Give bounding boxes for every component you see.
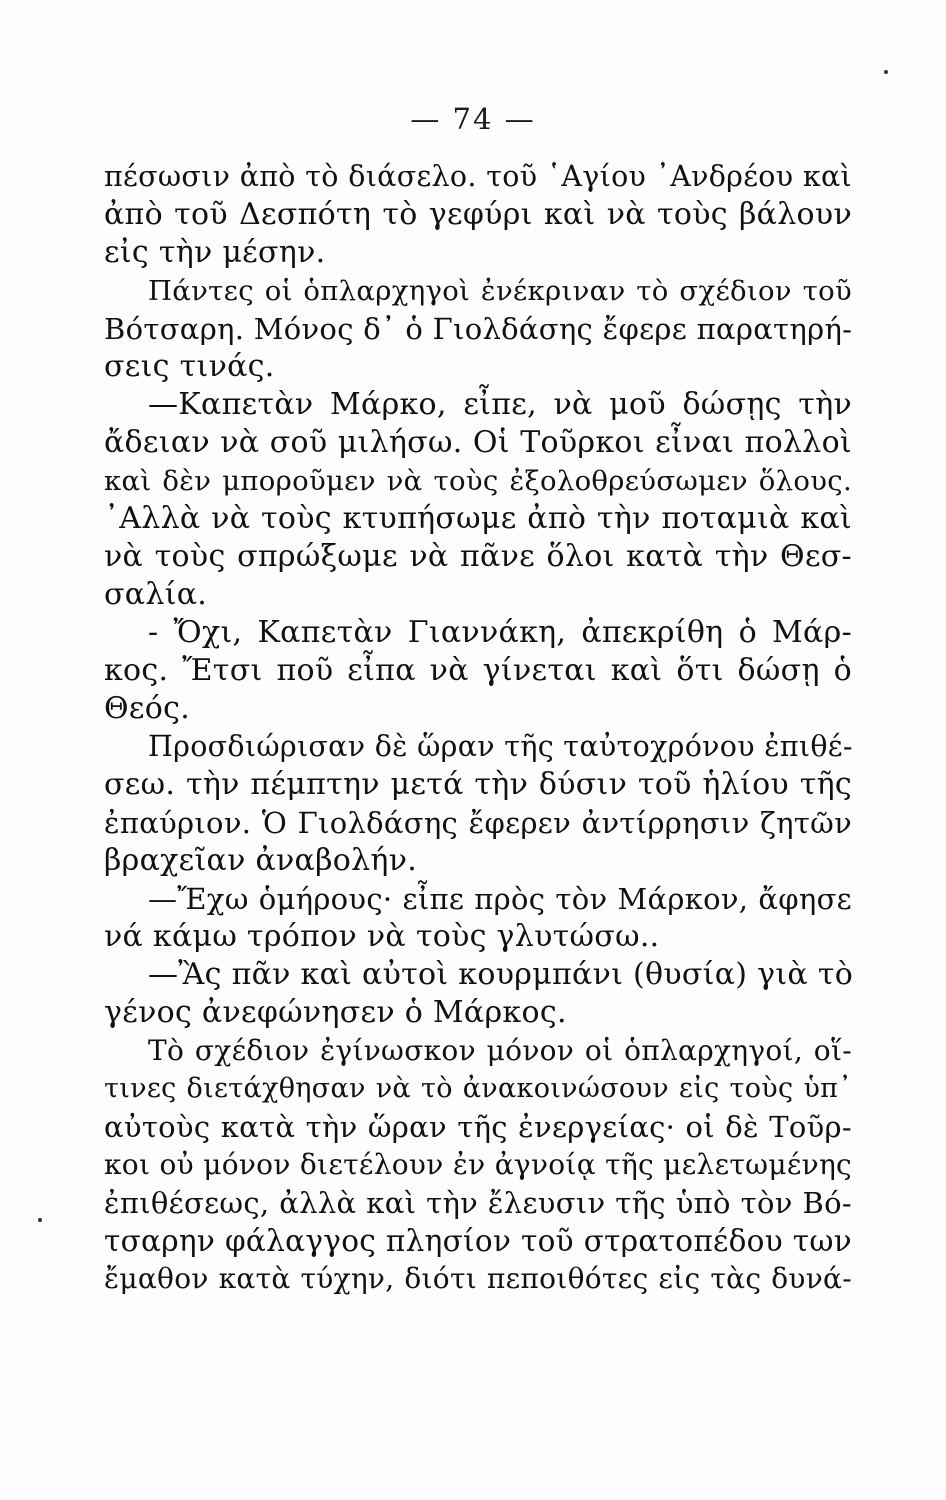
text-line: - Ὄχι, Καπετὰν Γιαννάκη, ἀπεκρίθη ὁ Μάρ- (148, 615, 852, 650)
text-line: βραχεῖαν ἀναβολήν. (104, 843, 418, 878)
text-line: εἰς τὴν μέσην. (104, 235, 326, 270)
page-body-text (104, 158, 852, 1298)
page-number: — 74 — (410, 102, 536, 136)
text-line: —Ἔχω ὁμήρους· εἶπε πρὸς τὸν Μάρκον, ἄφησε (148, 882, 852, 916)
text-line: σεις τινάς. (104, 349, 275, 384)
text-line: —Ἂς πᾶν καὶ αὐτοὶ κουρμπάνι (θυσία) γιὰ τὸ (148, 957, 854, 992)
text-line: ἐπιθέσεως, ἀλλὰ καὶ τὴν ἔλευσιν τῆς ὑπὸ τὸν Βό- (104, 1186, 852, 1220)
text-line: —Καπετὰν Μάρκο, εἶπε, νὰ μοῦ δώσῃς τὴν (148, 387, 852, 422)
ink-speck (38, 1218, 42, 1222)
text-line: κος. Ἔτσι ποῦ εἶπα νὰ γίνεται καὶ ὅτι δώσῃ ὁ (104, 653, 852, 688)
text-line: γένος ἀνεφώνησεν ὁ Μάρκος. (104, 995, 567, 1030)
text-line: Βότσαρη. Μόνος δ᾿ ὁ Γιολδάσης ἔφερε παρατηρή- (104, 312, 853, 346)
text-line: ἐπαύριον. Ὁ Γιολδάσης ἔφερεν ἀντίρρησιν ζητῶν (104, 806, 852, 840)
text-line: τσαρην φάλαγγος πλησίον τοῦ στρατοπέδου των (104, 1224, 852, 1258)
text-line: Θεός. (104, 691, 191, 726)
text-line: ἔμαθον κατὰ τύχην, διότι πεποιθότες εἰς τὰς δυνά- (104, 1262, 852, 1295)
text-line: σαλία. (104, 577, 208, 612)
text-line: νὰ τοὺς σπρώξωμε νὰ πᾶνε ὅλοι κατὰ τὴν Θεσ- (104, 539, 852, 574)
text-line: καὶ δὲν μποροῦμεν νὰ τοὺς ἐξολοθρεύσωμεν ὅλους. (104, 465, 852, 497)
text-line: ἀπὸ τοῦ Δεσπότη τὸ γεφύρι καὶ νὰ τοὺς βάλουν (104, 197, 852, 232)
text-line: αὐτοὺς κατὰ τὴν ὥραν τῆς ἐνεργείας· οἱ δὲ Τοῦρ- (104, 1110, 852, 1144)
text-line: Τὸ σχέδιον ἐγίνωσκον μόνον οἱ ὁπλαρχηγοί, οἵ- (148, 1034, 852, 1067)
text-line: Προσδιώρισαν δὲ ὥραν τῆς ταὐτοχρόνου ἐπιθέ- (148, 730, 853, 763)
text-line: πέσωσιν ἀπὸ τὸ διάσελο. τοῦ ῾Αγίου ᾿Ανδρέου καὶ (104, 160, 852, 193)
text-line: σεω. τὴν πέμπτην μετά τὴν δύσιν τοῦ ἡλίου τῆς (104, 767, 852, 802)
ink-speck (884, 70, 888, 74)
text-line: ἄδειαν νὰ σοῦ μιλήσω. Οἱ Τοῦρκοι εἶναι πολλοὶ (104, 425, 852, 460)
text-line: κοι οὐ μόνον διετέλουν ἐν ἀγνοίᾳ τῆς μελετωμένης (104, 1148, 852, 1181)
text-line: ᾿Αλλὰ νὰ τοὺς κτυπήσωμε ἀπὸ τὴν ποταμιὰ καὶ (104, 501, 852, 536)
text-line: Πάντες οἱ ὁπλαρχηγοὶ ἐνέκριναν τὸ σχέδιον τοῦ (148, 275, 852, 307)
text-line: τινες διετάχθησαν νὰ τὸ ἀνακοινώσουν εἰς τοὺς ὑπ᾿ (104, 1073, 852, 1104)
text-line: νά κάμω τρόπον νὰ τοὺς γλυτώσω.. (104, 919, 660, 954)
